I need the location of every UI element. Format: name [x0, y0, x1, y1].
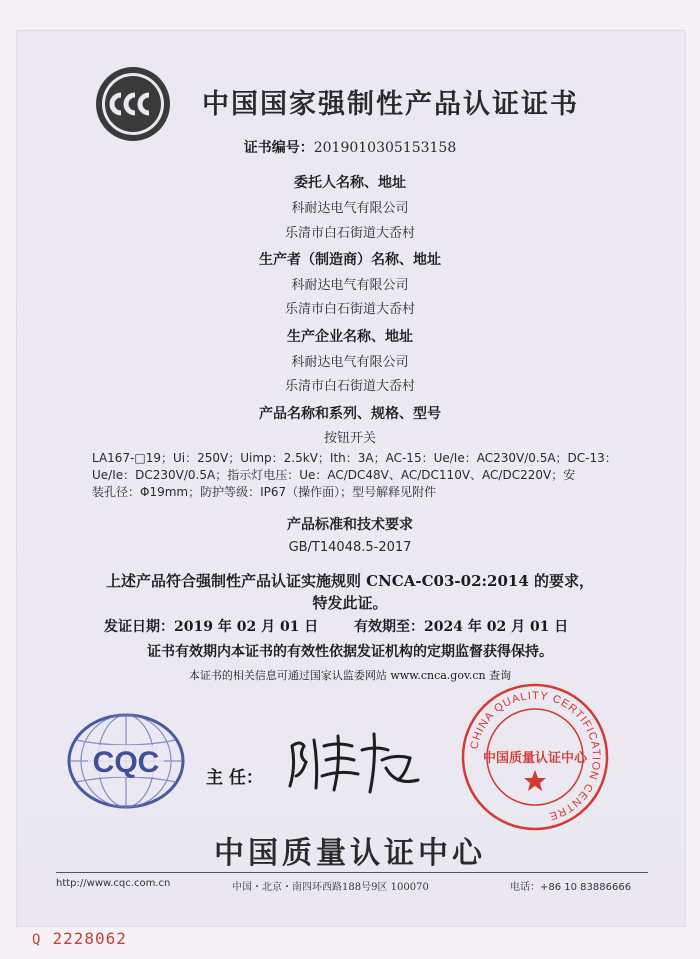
client-address: 乐清市白石街道大岙村 [284, 226, 415, 241]
issue-date: 2019 年 02 月 01 日 [174, 619, 319, 635]
standard-heading: 产品标准和技术要求 [287, 517, 413, 533]
issue-date-label: 发证日期： [104, 619, 174, 635]
seal-star-icon [524, 770, 546, 791]
lookup-note: 本证书的相关信息可通过国家认监委网站 www.cnca.gov.cn 查询 [188, 669, 512, 682]
manufacturer-name: 科耐达电气有限公司 [291, 278, 409, 293]
product-spec-line-2: Ue/Ie：DC230V/0.5A；指示灯电压：Ue：AC/DC48V、AC/DC110V、AC/DC220V；安 [92, 468, 576, 482]
expiry-date-line [354, 616, 568, 636]
certification-seal [460, 682, 610, 832]
manufacturer-heading: 生产者（制造商）名称、地址 [259, 252, 441, 268]
product-spec-line-3: 装孔径：Φ19mm；防护等级：IP67（操作面）；型号解释见附件 [92, 485, 437, 499]
handwritten-signature [278, 716, 428, 796]
certificate-number-label: 证书编号： [243, 140, 314, 156]
issue-date-line [104, 616, 318, 636]
footer-divider [56, 872, 648, 873]
expiry-date: 2024 年 02 月 01 日 [424, 619, 569, 635]
factory-address: 乐清市白石街道大岙村 [284, 379, 415, 394]
standard-value: GB/T14048.5-2017 [288, 540, 412, 555]
issuer-name: 中国质量认证中心 [214, 836, 486, 871]
product-spec-line-1: LA167-□19；Ui：250V；Uimp：2.5kV；Ith：3A；AC-15：Ue/Ie：AC230V/0.5A；DC-13： [92, 451, 617, 465]
cqc-logo-icon [66, 712, 186, 810]
manufacturer-address: 乐清市白石街道大岙村 [284, 302, 415, 317]
footer-website: http://www.cqc.com.cn [56, 878, 171, 889]
validity-note: 证书有效期内本证书的有效性依据发证机构的定期监督获得保持。 [147, 644, 553, 660]
certificate-title: 中国国家强制性产品认证证书 [202, 89, 579, 120]
seal-ring-text: CHINA QUALITY CERTIFICATION CENTRE [468, 689, 603, 823]
product-name: 按钮开关 [323, 431, 376, 446]
serial-prefix: Q [32, 932, 41, 948]
cqc-logo-text: CQC [92, 746, 160, 779]
footer-phone: 电话：+86 10 83886666 [510, 882, 632, 893]
director-label: 主 任： [206, 768, 263, 788]
serial-number [32, 929, 127, 948]
certificate-number: 2019010305153158 [313, 140, 457, 156]
statement-line-1: 上述产品符合强制性产品认证实施规则 CNCA-C03-02:2014 的要求， [105, 572, 595, 590]
seal-inner-text: 中国质量认证中心 [482, 751, 588, 766]
client-heading: 委托人名称、地址 [294, 175, 406, 191]
product-heading: 产品名称和系列、规格、型号 [259, 406, 441, 422]
footer-address: 中国・北京・南四环西路188号9区 100070 [232, 882, 429, 893]
statement-line-2: 特发此证。 [312, 594, 388, 612]
ccc-logo-icon [94, 65, 172, 143]
factory-name: 科耐达电气有限公司 [291, 355, 409, 370]
serial-value: 2228062 [52, 929, 127, 948]
client-name: 科耐达电气有限公司 [291, 201, 409, 216]
expiry-date-label: 有效期至： [354, 619, 424, 635]
factory-heading: 生产企业名称、地址 [287, 329, 413, 345]
certificate-number-line [0, 137, 700, 157]
